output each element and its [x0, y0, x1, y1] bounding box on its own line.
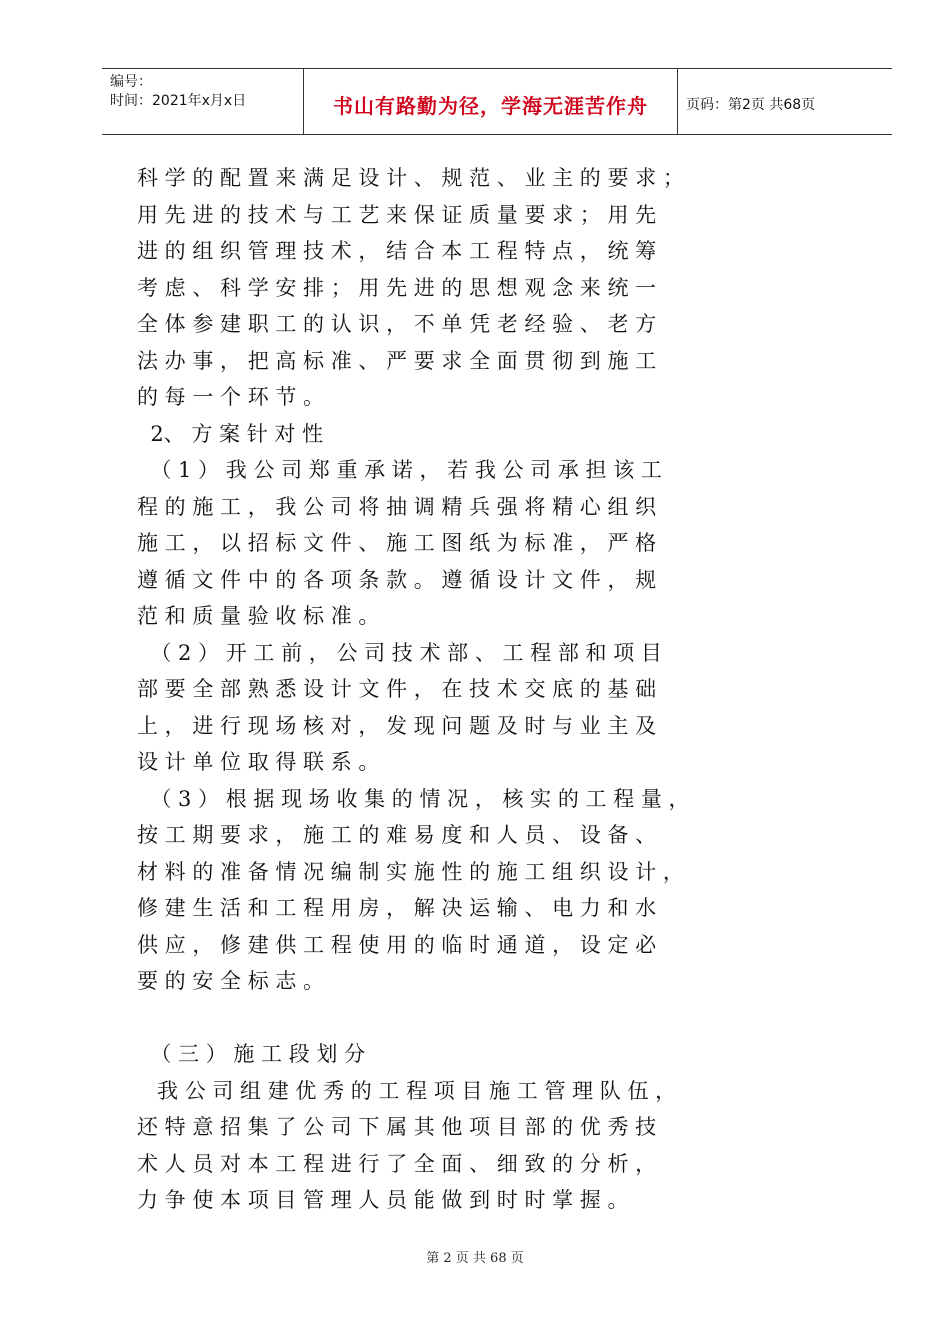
text-line: 考 虑 、 科 学 安 排 ； 用 先 进 的 思 想 观 念 来 统 一	[137, 275, 657, 300]
text-line: 力 争 使 本 项 目 管 理 人 员 能 做 到 时 时 掌 握 。	[137, 1188, 629, 1212]
text-line: （ 2 ） 开 工 前 ， 公 司 技 术 部 、 工 程 部 和 项 目	[137, 640, 662, 665]
text-line: 还 特 意 招 集 了 公 司 下 属 其 他 项 目 部 的 优 秀 技	[137, 1115, 657, 1139]
text-line: 上 ， 进 行 现 场 核 对 ， 发 现 问 题 及 时 与 业 主 及	[137, 713, 657, 738]
text-line: 范 和 质 量 验 收 标 准 。	[137, 604, 380, 628]
section-heading: （ 三 ） 施 工 段 划 分	[137, 1042, 366, 1066]
text-line: 遵 循 文 件 中 的 各 项 条 款 。 遵 循 设 计 文 件 ， 规	[137, 567, 657, 592]
text-line: （ 1 ） 我 公 司 郑 重 承 诺 ， 若 我 公 司 承 担 该 工	[137, 458, 662, 482]
number-label: 编号：	[110, 74, 152, 90]
page-header	[102, 68, 892, 135]
text-line: 的 每 一 个 环 节 。	[137, 385, 325, 409]
text-line: 科 学 的 配 置 来 满 足 设 计 、 规 范 、 业 主 的 要 求 ；	[137, 166, 684, 190]
text-line: 进 的 组 织 管 理 技 术 ， 结 合 本 工 程 特 点 ， 统 筹	[137, 239, 657, 263]
document-body	[137, 160, 877, 1219]
text-line: 我 公 司 组 建 优 秀 的 工 程 项 目 施 工 管 理 队 伍 ，	[137, 1078, 677, 1103]
time-label: 时间：2021年x月x日	[110, 93, 247, 109]
header-divider	[677, 69, 678, 135]
text-line: 术 人 员 对 本 工 程 进 行 了 全 面 、 细 致 的 分 析 ，	[137, 1151, 657, 1176]
blank-line	[137, 1000, 877, 1037]
text-line: 要 的 安 全 标 志 。	[137, 969, 325, 993]
text-line: 施 工 ， 以 招 标 文 件 、 施 工 图 纸 为 标 准 ， 严 格	[137, 531, 657, 555]
header-page-number: 页码：第2页 共68页	[686, 97, 816, 113]
text-line: 全 体 参 建 职 工 的 认 识 ， 不 单 凭 老 经 验 、 老 方	[137, 312, 657, 336]
text-line: 法 办 事 ， 把 高 标 准 、 严 要 求 全 面 贯 彻 到 施 工	[137, 348, 657, 373]
text-line: （ 3 ） 根 据 现 场 收 集 的 情 况 ， 核 实 的 工 程 量 ，	[137, 786, 690, 811]
text-line: 部 要 全 部 熟 悉 设 计 文 件 ， 在 技 术 交 底 的 基 础	[137, 677, 657, 701]
text-line: 用 先 进 的 技 术 与 工 艺 来 保 证 质 量 要 求 ； 用 先	[137, 202, 657, 227]
section-heading: 2、 方 案 针 对 性	[137, 421, 324, 446]
text-line: 供 应 ， 修 建 供 工 程 使 用 的 临 时 通 道 ， 设 定 必	[137, 932, 657, 957]
header-motto: 书山有路勤为径，学海无涯苦作舟	[333, 93, 648, 118]
header-meta	[110, 73, 306, 111]
text-line: 按 工 期 要 求 ， 施 工 的 难 易 度 和 人 员 、 设 备 、	[137, 823, 657, 847]
text-line: 设 计 单 位 取 得 联 系 。	[137, 750, 380, 774]
text-line: 修 建 生 活 和 工 程 用 房 ， 解 决 运 输 、 电 力 和 水	[137, 896, 657, 920]
text-line: 程 的 施 工 ， 我 公 司 将 抽 调 精 兵 强 将 精 心 组 织	[137, 494, 657, 519]
page-footer: 第 2 页 共 68 页	[426, 1251, 524, 1266]
text-line: 材 料 的 准 备 情 况 编 制 实 施 性 的 施 工 组 织 设 计 ，	[137, 859, 684, 884]
